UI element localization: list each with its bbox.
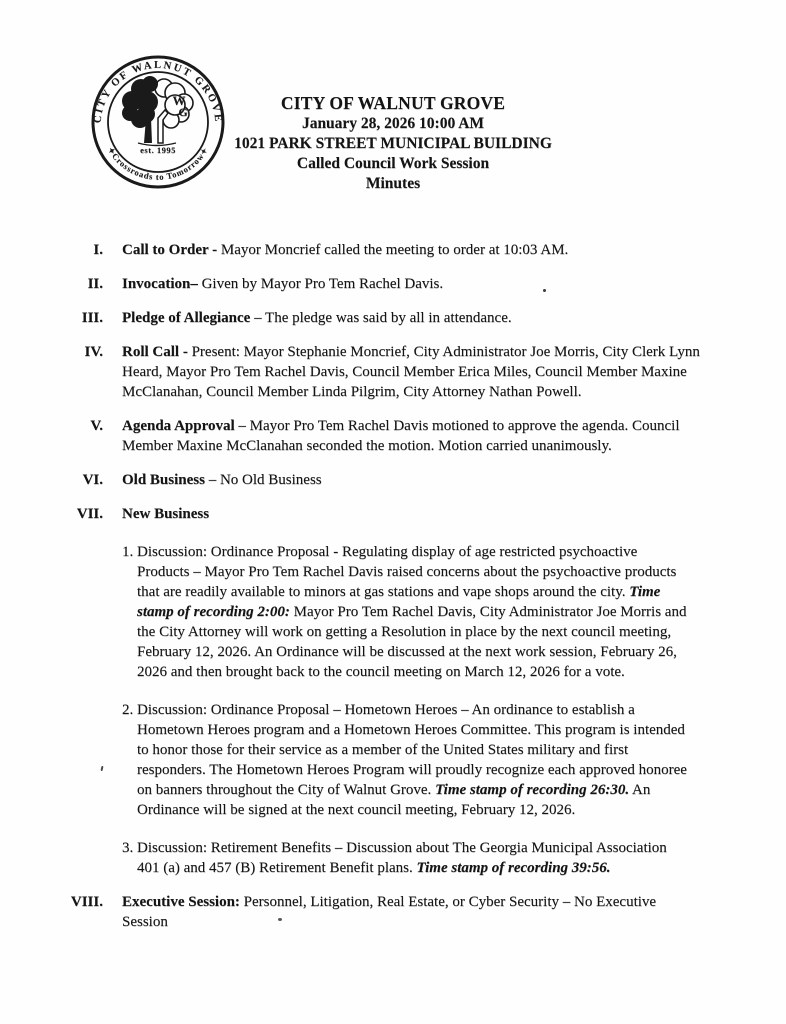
document-header <box>0 0 786 240</box>
agenda-content <box>122 308 512 328</box>
agenda-numeral: I. <box>93 242 103 258</box>
agenda-item-agenda-approval <box>0 416 700 456</box>
header-address: 1021 PARK STREET MUNICIPAL BUILDING <box>234 135 552 152</box>
agenda-label: Old Business <box>122 472 205 488</box>
item-text-after: An Ordinance will be signed at the next council meeting, February 12, 2026. <box>137 782 651 818</box>
agenda-text: – Mayor Pro Tem Rachel Davis motioned to approve the agenda. Council Member Maxine McClanahan seconded the motion. Motion carried unanimously. <box>122 418 680 454</box>
agenda-numeral: V. <box>90 418 103 434</box>
agenda-content <box>122 240 568 260</box>
new-business-item-hometown-heroes <box>122 700 692 820</box>
agenda-label: Executive Session: <box>122 894 240 910</box>
agenda-numeral: VII. <box>76 506 103 522</box>
agenda-label: Agenda Approval <box>122 418 235 434</box>
agenda-text: Given by Mayor Pro Tem Rachel Davis. <box>197 276 444 292</box>
item-text-after: Mayor Pro Tem Rachel Davis, City Administrator Joe Morris and the City Attorney will work on getting a Resolution in place by the next council meeting, February 12, 2026. An Ordinance will be discussed at the next work session, February 26, 2026 and then brought back to the council meeting on March 12, 2026 for a vote. <box>137 604 687 680</box>
header-text-block <box>0 92 786 194</box>
agenda-text: – The pledge was said by all in attendance. <box>250 310 512 326</box>
agenda-label: Invocation– <box>122 276 198 292</box>
agenda-numeral: IV. <box>84 344 103 360</box>
item-number: 3. <box>122 840 134 856</box>
agenda-label: Pledge of Allegiance <box>122 310 251 326</box>
item-text-before: Discussion: Ordinance Proposal – Hometown Heroes – An ordinance to establish a Hometown Heroes program and a Hometown Heroes Committee. This program is intended to honor those for their service as a member of the United States military and first responders. The Hometown Heroes Program will proudly recognize each approved honoree on banners throughout the City of Walnut Grove. <box>137 702 687 798</box>
agenda-item-call-to-order <box>0 240 700 260</box>
item-number: 1. <box>122 544 134 560</box>
seal-top-arc-text: CITY OF WALNUT GROVE <box>92 59 224 124</box>
agenda-item-executive-session <box>0 892 700 932</box>
item-text-before: Discussion: Retirement Benefits – Discussion about The Georgia Municipal Association 401 (a) and 457 (B) Retirement Benefit plans. <box>137 840 667 876</box>
agenda-text: Present: Mayor Stephanie Moncrief, City Administrator Joe Morris, City Clerk Lynn Heard, Mayor Pro Tem Rachel Davis, Council Member Erica Miles, Council Member Maxine McClanahan, Council Member Linda Pilgrim, City Attorney Nathan Powell. <box>122 344 700 400</box>
seal-monogram-w: W <box>172 93 186 108</box>
scan-speck <box>278 918 282 921</box>
page-title: CITY OF WALNUT GROVE <box>280 93 506 113</box>
seal-monogram-g: G <box>178 105 188 119</box>
agenda-content <box>122 892 700 932</box>
agenda-numeral: III. <box>81 310 103 326</box>
agenda-item-pledge <box>0 308 700 328</box>
agenda-item-old-business <box>0 470 700 490</box>
agenda-text: – No Old Business <box>204 472 322 488</box>
new-business-item-retirement-benefits <box>122 838 692 878</box>
agenda-label: Call to Order - <box>122 242 218 258</box>
agenda-content <box>122 470 322 490</box>
agenda-list <box>0 240 786 932</box>
agenda-content <box>122 342 700 402</box>
agenda-label: Roll Call - <box>122 344 188 360</box>
agenda-numeral: VIII. <box>70 894 103 910</box>
seal-established-text: est. 1995 <box>140 145 176 155</box>
seal-bottom-arc-text: ✦Crossroads to Tomorrow✦ <box>105 145 211 182</box>
item-timestamp: Time stamp of recording 39:56. <box>416 860 611 876</box>
agenda-item-invocation <box>0 274 700 294</box>
agenda-numeral: II. <box>87 276 103 292</box>
item-timestamp: Time stamp of recording 2:00: <box>137 584 661 620</box>
agenda-item-new-business <box>0 504 700 524</box>
new-business-list <box>122 542 700 878</box>
agenda-text: Mayor Moncrief called the meeting to order at 10:03 AM. <box>217 242 569 258</box>
item-number: 2. <box>122 702 134 718</box>
agenda-numeral: VI. <box>82 472 103 488</box>
agenda-text: Personnel, Litigation, Real Estate, or Cyber Security – No Executive Session <box>122 894 657 930</box>
agenda-content <box>122 504 209 524</box>
item-text-before: Discussion: Ordinance Proposal - Regulating display of age restricted psychoactive Products – Mayor Pro Tem Rachel Davis raised concerns about the psychoactive products that are readily available to minors at gas stations and vape shops around the city. <box>137 544 677 600</box>
header-doc-type: Minutes <box>365 175 421 192</box>
scan-speck <box>543 289 546 292</box>
header-session-type: Called Council Work Session <box>296 155 490 172</box>
item-timestamp: Time stamp of recording 26:30. <box>435 782 630 798</box>
agenda-label: New Business <box>122 506 210 522</box>
agenda-content <box>122 416 700 456</box>
header-datetime: January 28, 2026 10:00 AM <box>301 115 485 132</box>
agenda-item-roll-call <box>0 342 700 402</box>
new-business-item-psychoactive-ordinance <box>122 542 692 682</box>
agenda-content <box>122 274 443 294</box>
